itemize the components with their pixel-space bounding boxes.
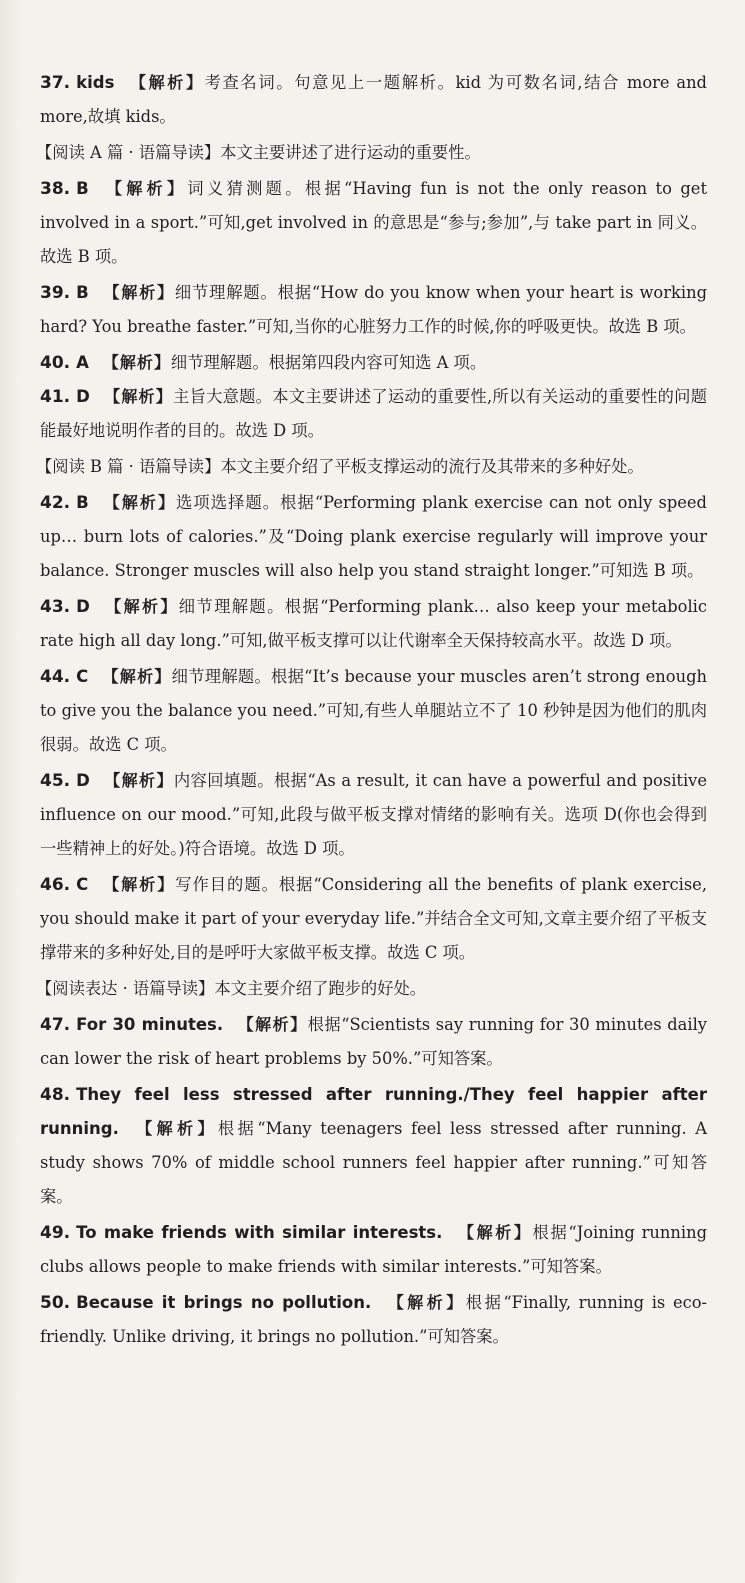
question-number: 46.	[40, 875, 71, 895]
guide-text: 本文主要讲述了进行运动的重要性。	[220, 143, 481, 162]
passage-guide-expression	[36, 972, 707, 1006]
answer-item-39	[40, 276, 707, 344]
question-number: 41.	[40, 387, 71, 407]
guide-label: 【阅读表达 · 语篇导读】	[36, 979, 215, 998]
analysis-tag: 【解析】	[128, 73, 205, 92]
analysis-text: 根据“Finally, running is eco-friendly. Unlike driving, it brings no pollution.”可知答案。	[40, 1293, 707, 1346]
analysis-text: 写作目的题。根据“Considering all the benefits of plank exercise, you should make it part of your everyday life.”并结合全文可知,文章主要介绍了平板支撑带来的多种好处,目的是呼吁大家做平板支撑。故选 C 项。	[40, 875, 707, 962]
analysis-text: 根据“Scientists say running for 30 minutes daily can lower the risk of heart problems by 50%.”可知答案。	[40, 1015, 707, 1068]
question-number: 37.	[40, 73, 71, 93]
answer-text: A	[76, 353, 89, 372]
analysis-tag: 【解析】	[103, 597, 179, 616]
analysis-tag: 【解析】	[456, 1223, 533, 1242]
guide-text: 本文主要介绍了平板支撑运动的流行及其带来的多种好处。	[220, 457, 644, 476]
answer-text: Because it brings no pollution.	[76, 1293, 372, 1312]
answer-item-50	[40, 1286, 707, 1354]
answer-item-47	[40, 1008, 707, 1076]
question-number: 50.	[40, 1293, 71, 1313]
analysis-text: 主旨大意题。本文主要讲述了运动的重要性,所以有关运动的重要性的问题能最好地说明作者的目的。故选 D 项。	[40, 387, 707, 440]
answer-item-48	[40, 1078, 707, 1214]
question-number: 49.	[40, 1223, 71, 1243]
question-number: 42.	[40, 493, 71, 513]
answer-text: kids	[76, 73, 115, 92]
analysis-text: 词义猜测题。根据“Having fun is not the only reason to get involved in a sport.”可知,get involved in 的意思是“参与;参加”,与 take part in 同义。故选 B 项。	[40, 179, 707, 266]
passage-guide-b	[36, 450, 707, 484]
question-number: 40.	[40, 353, 71, 373]
answer-text: D	[76, 387, 90, 406]
analysis-tag: 【解析】	[103, 771, 174, 790]
question-number: 39.	[40, 283, 71, 303]
answer-item-40	[40, 346, 707, 380]
analysis-tag: 【解析】	[102, 353, 171, 372]
answer-text: D	[76, 771, 90, 790]
analysis-text: 根据“Many teenagers feel less stressed after running. A study shows 70% of middle school runners feel happier after running.”可知答案。	[40, 1119, 707, 1206]
analysis-text: 细节理解题。根据“Performing plank… also keep your metabolic rate high all day long.”可知,做平板支撑可以让代谢率全天保持较高水平。故选 D 项。	[40, 597, 707, 650]
answer-item-37	[40, 66, 707, 134]
answer-item-49	[40, 1216, 707, 1284]
answer-item-42	[40, 486, 707, 588]
analysis-tag: 【解析】	[102, 283, 175, 302]
analysis-tag: 【解析】	[132, 1119, 218, 1138]
answer-item-41	[40, 380, 707, 448]
analysis-tag: 【解析】	[102, 179, 188, 198]
answer-text: For 30 minutes.	[76, 1015, 224, 1034]
answer-item-46	[40, 868, 707, 970]
analysis-text: 内容回填题。根据“As a result, it can have a powerful and positive influence on our mood.”可知,此段与做平板支撑对情绪的影响有关。选项 D(你也会得到一些精神上的好处。)符合语境。故选 D 项。	[40, 771, 707, 858]
question-number: 48.	[40, 1085, 71, 1105]
answer-text: D	[76, 597, 90, 616]
analysis-text: 细节理解题。根据第四段内容可知选 A 项。	[170, 353, 487, 372]
analysis-text: 细节理解题。根据“It’s because your muscles aren’t strong enough to give you the balance you need.”可知,有些人单腿站立不了 10 秒钟是因为他们的肌肉很弱。故选 C 项。	[40, 667, 707, 754]
analysis-tag: 【解析】	[237, 1015, 308, 1034]
analysis-tag: 【解析】	[102, 667, 172, 686]
answer-item-43	[40, 590, 707, 658]
analysis-tag: 【解析】	[102, 493, 177, 512]
question-number: 45.	[40, 771, 71, 791]
answer-item-38	[40, 172, 707, 274]
answer-text: B	[76, 493, 89, 512]
analysis-text: 考查名词。句意见上一题解析。kid 为可数名词,结合 more and more,故填 kids。	[40, 73, 707, 126]
question-number: 43.	[40, 597, 71, 617]
analysis-text: 选项选择题。根据“Performing plank exercise can not only speed up… burn lots of calories.”及“Doing plank exercise regularly will improve your balance. Stronger muscles will also help you stand straight longer.”可知选 B 项。	[40, 493, 707, 580]
question-number: 47.	[40, 1015, 71, 1035]
guide-text: 本文主要介绍了跑步的好处。	[214, 979, 427, 998]
answer-item-45	[40, 764, 707, 866]
question-number: 38.	[40, 179, 71, 199]
answer-text: B	[76, 283, 89, 302]
answer-text: B	[76, 179, 89, 198]
passage-guide-a	[36, 136, 707, 170]
answer-item-44	[40, 660, 707, 762]
analysis-tag: 【解析】	[385, 1293, 466, 1312]
answer-text: C	[76, 667, 89, 686]
guide-label: 【阅读 B 篇 · 语篇导读】	[36, 457, 221, 476]
analysis-text: 细节理解题。根据“How do you know when your heart is working hard? You breathe faster.”可知,当你的心脏努力工作的时候,你的呼吸更快。故选 B 项。	[40, 283, 707, 336]
answer-text: To make friends with similar interests.	[76, 1223, 443, 1242]
question-number: 44.	[40, 667, 71, 687]
analysis-tag: 【解析】	[102, 875, 176, 894]
analysis-tag: 【解析】	[103, 387, 174, 406]
answer-text: They feel less stressed after running./They feel happier after running.	[40, 1085, 707, 1138]
guide-label: 【阅读 A 篇 · 语篇导读】	[36, 143, 221, 162]
answer-text: C	[76, 875, 89, 894]
analysis-text: 根据“Joining running clubs allows people to make friends with similar interests.”可知答案。	[40, 1223, 707, 1276]
